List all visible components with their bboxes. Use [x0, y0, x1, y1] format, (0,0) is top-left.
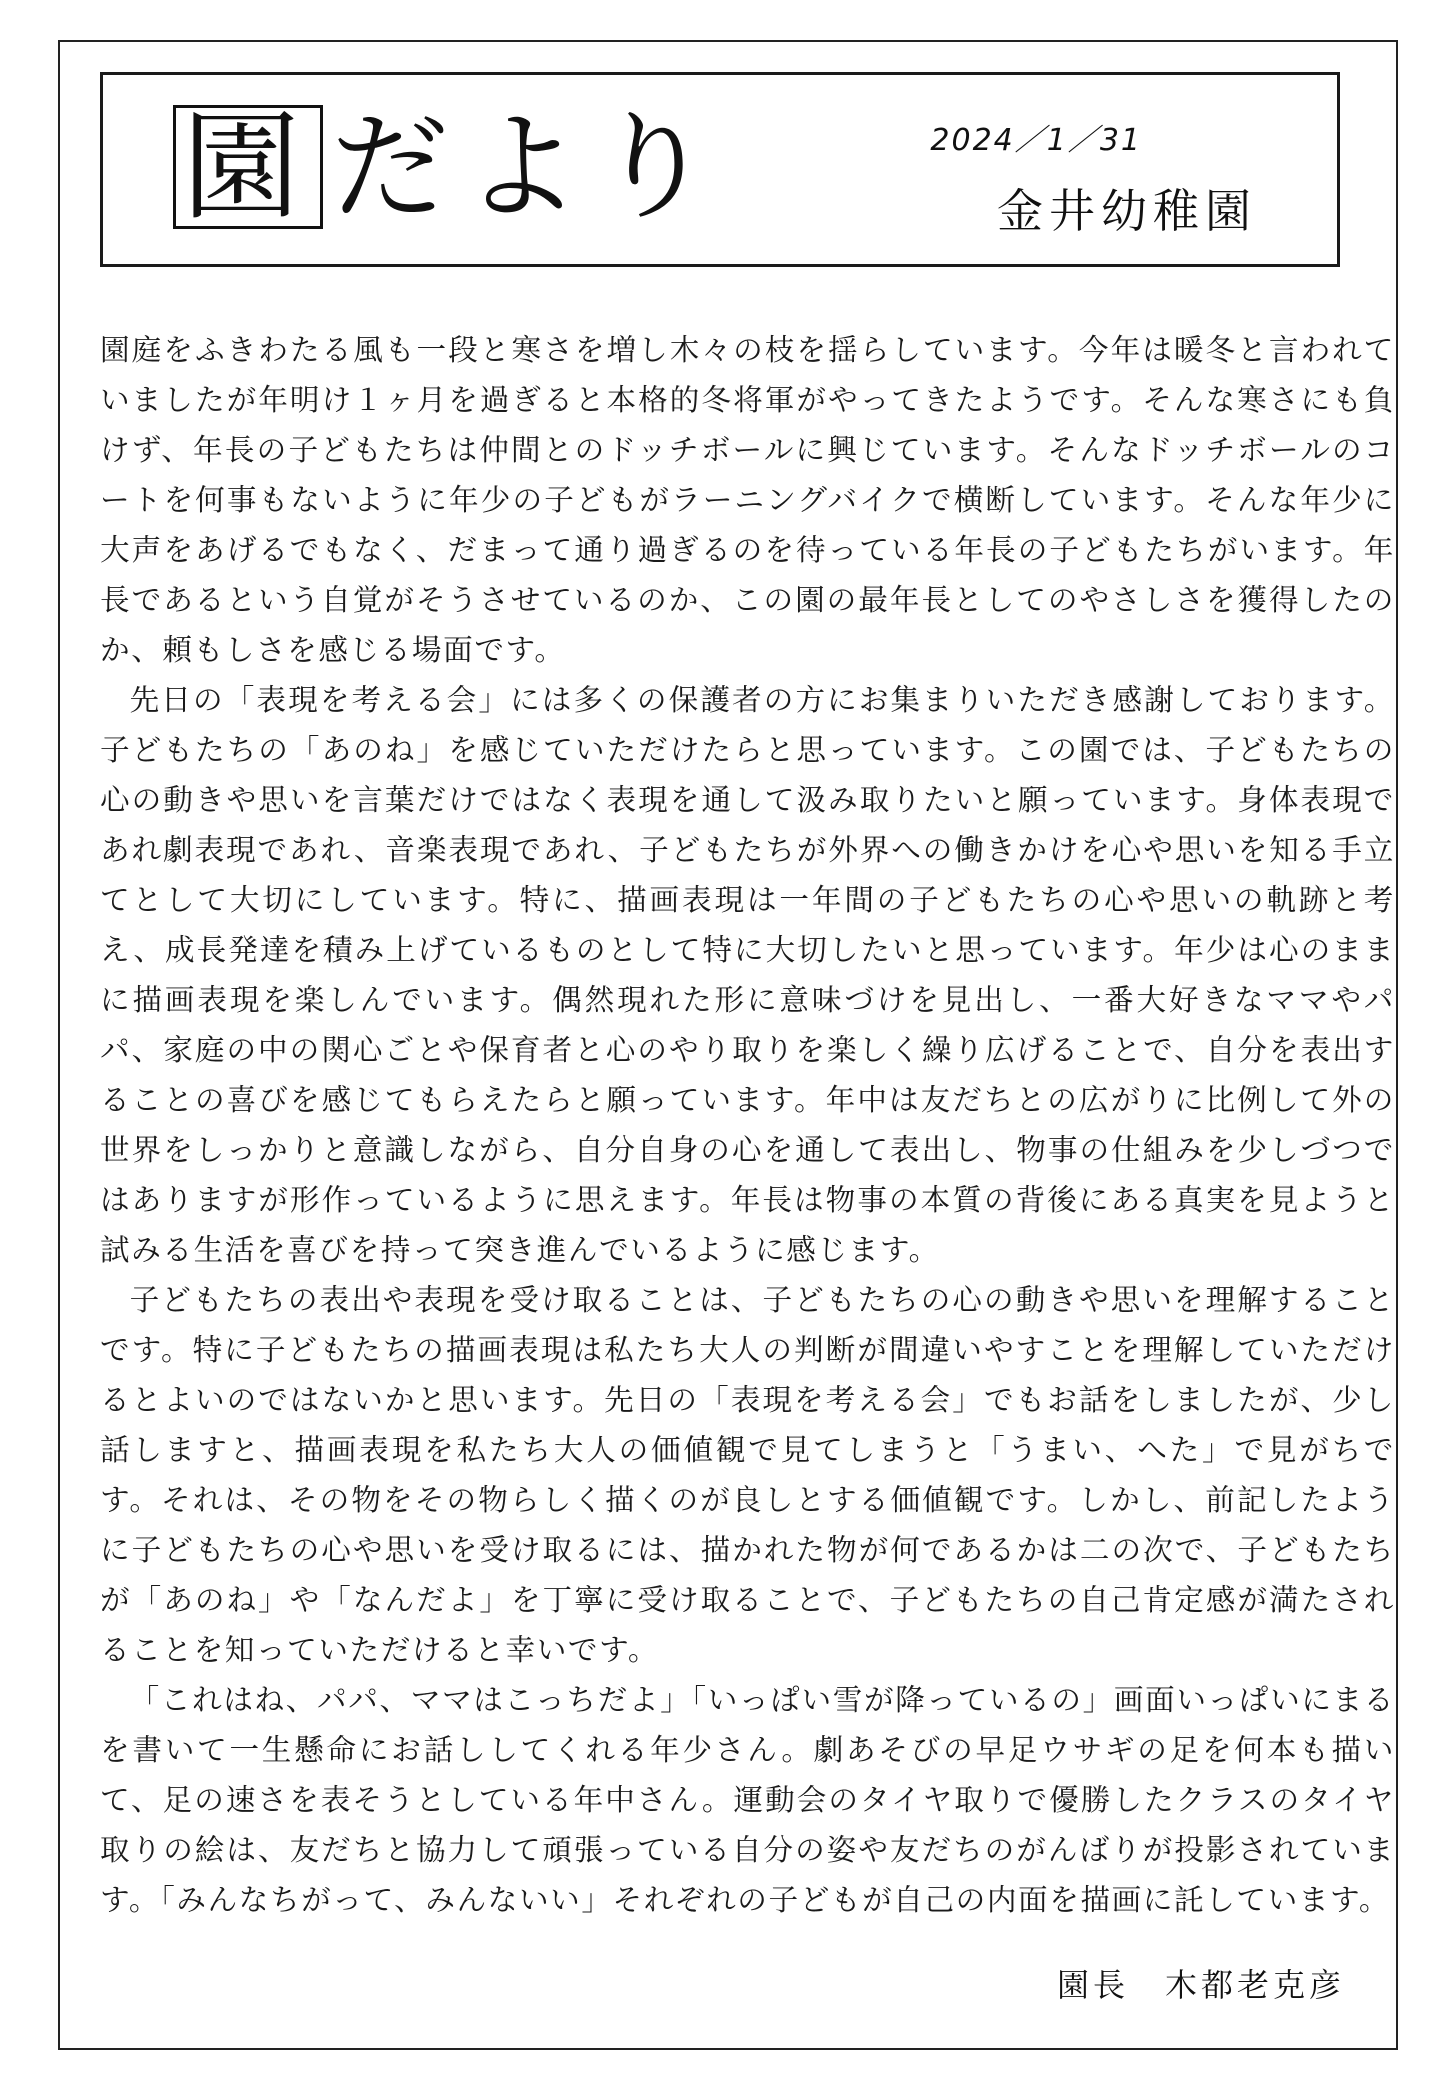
- paragraph: 「これはね、パパ、ママはこっちだよ」「いっぱい雪が降っているの」画面いっぱいにまるを書いて一生懸命にお話ししてくれる年少さん。劇あそびの早足ウサギの足を何本も描いて、足の速さを表そうとしている年中さん。運動会のタイヤ取りで優勝したクラスのタイヤ取りの絵は、友だちと協力して頑張っている自分の姿や友だちのがんばりが投影されています。「みんなちがって、みんないい」それぞれの子どもが自己の内面を描画に託しています。: [100, 1683, 1395, 1917]
- paragraph: 子どもたちの表出や表現を受け取ることは、子どもたちの心の動きや思いを理解することです。特に子どもたちの描画表現は私たち大人の判断が間違いやすことを理解していただけるとよいのではないかと思います。先日の「表現を考える会」でもお話をしましたが、少し話しますと、描画表現を私たち大人の価値観で見てしまうと「うまい、へた」で見がちです。それは、その物をその物らしく描くのが良しとする価値観です。しかし、前記したように子どもたちの心や思いを受け取るには、描かれた物が何であるかは二の次で、子どもたちが「あのね」や「なんだよ」を丁寧に受け取ることで、子どもたちの自己肯定感が満たされることを知っていただけると幸いです。: [100, 1283, 1395, 1667]
- principal-signature: 園長 木都老克彦: [1056, 1966, 1345, 2004]
- newsletter-title: [173, 97, 727, 237]
- paragraph: 先日の「表現を考える会」には多くの保護者の方にお集まりいただき感謝しております。子どもたちの「あのね」を感じていただけたらと思っています。この園では、子どもたちの心の動きや思いを言葉だけではなく表現を通して汲み取りたいと願っています。身体表現であれ劇表現であれ、音楽表現であれ、子どもたちが外界への働きかけを心や思いを知る手立てとして大切にしています。特に、描画表現は一年間の子どもたちの心や思いの軌跡と考え、成長発達を積み上げているものとして特に大切したいと思っています。年少は心のままに描画表現を楽しんでいます。偶然現れた形に意味づけを見出し、一番大好きなママやパパ、家庭の中の関心ごとや保育者と心のやり取りを楽しく繰り広げることで、自分を表出することの喜びを感じてもらえたらと願っています。年中は友だちとの広がりに比例して外の世界をしっかりと意識しながら、自分自身の心を通して表出し、物事の仕組みを少しづつではありますが形作っているように思えます。年長は物事の本質の背後にある真実を見ようと試みる生活を喜びを持って突き進んでいるように感じます。: [100, 683, 1395, 1267]
- issue-date: 2024／1／31: [930, 123, 1142, 158]
- header-box: [100, 72, 1340, 267]
- paragraph: 園庭をふきわたる風も一段と寒さを増し木々の枝を揺らしています。今年は暖冬と言われていましたが年明け１ヶ月を過ぎると本格的冬将軍がやってきたようです。そんな寒さにも負けず、年長の子どもたちは仲間とのドッチボールに興じています。そんなドッチボールのコートを何事もないように年少の子どもがラーニングバイクで横断しています。そんな年少に大声をあげるでもなく、だまって通り過ぎるのを待っている年長の子どもたちがいます。年長であるという自覚がそうさせているのか、この園の最年長としてのやさしさを獲得したのか、頼もしさを感じる場面です。: [100, 333, 1395, 667]
- newsletter-body: [100, 325, 1395, 1925]
- title-text: だより: [331, 98, 728, 236]
- kindergarten-name: 金井幼稚園: [997, 184, 1257, 238]
- title-boxed-char: 園: [173, 105, 323, 229]
